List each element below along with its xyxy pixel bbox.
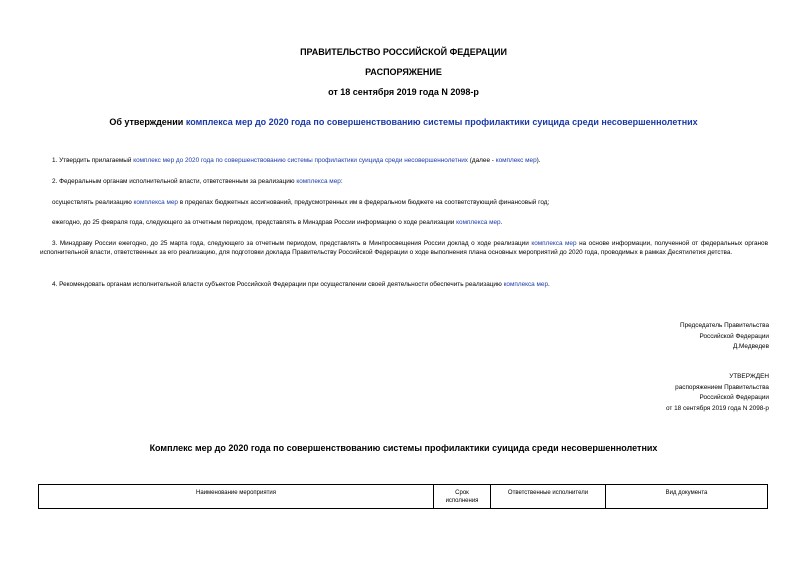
col-header-deadline-line-2: исполнения (445, 498, 479, 504)
approval-line-1: УТВЕРЖДЕН (729, 373, 769, 380)
p2a-text-a: осуществлять реализацию (52, 199, 134, 206)
table-header-row (39, 485, 768, 509)
p2a-text-b: в пределах бюджетных ассигнований, предусмотренных им в федеральном бюджете на соответствующий финансовый год; (178, 199, 550, 206)
government-heading: ПРАВИТЕЛЬСТВО РОССИЙСКОЙ ФЕДЕРАЦИИ (300, 47, 507, 57)
p3-text-b: на основе информации, полученной от федеральных органов исполнительной власти, ответственных за его реализацию, для подготовки доклада Правительству Российской Федерации о ходе выполнения плана основных мероприятий до 2020 года, проводимых в рамках Десятилетия детства. (40, 240, 768, 256)
paragraph-2a (40, 198, 768, 207)
document-title (0, 117, 807, 127)
approval-block (666, 372, 769, 414)
col-header-document-type: Вид документа (606, 485, 768, 509)
paragraph-4 (40, 280, 768, 289)
col-header-deadline (434, 485, 491, 509)
p1-text-c: ). (536, 157, 541, 164)
p2b-text-b: . (500, 219, 503, 226)
signature-name: Д.Медведев (732, 343, 769, 350)
complex-title: Комплекс мер до 2020 года по совершенствованию системы профилактики суицида среди несовершеннолетних (149, 443, 658, 453)
p4-text-a: 4. Рекомендовать органам исполнительной власти субъектов Российской Федерации при осуществлении своей деятельности обеспечить реализацию (52, 281, 504, 288)
p3-text-a: 3. Минздраву России ежегодно, до 25 марта года, следующего за отчетным периодом, представлять в Минпросвещения России доклад о ходе реализации (52, 240, 532, 247)
approval-line-2: распоряжением Правительства (675, 383, 769, 391)
measures-table (38, 484, 768, 509)
approval-line-3: Российской Федерации (699, 394, 769, 401)
title-link[interactable]: комплекса мер до 2020 года по совершенствованию системы профилактики суицида среди несовершеннолетних (185, 117, 698, 127)
approval-line-4: от 18 сентября 2019 года N 2098-р (666, 404, 769, 412)
p3-link[interactable]: комплекса мер (531, 240, 577, 247)
p1-text-b: (далее - (468, 157, 496, 164)
p1-link-short[interactable]: комплекс мер (495, 157, 537, 164)
col-header-measure: Наименование мероприятия (39, 485, 434, 509)
p1-link-complex[interactable]: комплекс мер до 2020 года по совершенствованию системы профилактики суицида среди несовершеннолетних (133, 157, 468, 164)
p2a-link[interactable]: комплекса мер (133, 199, 178, 206)
col-header-executors: Ответственные исполнители (491, 485, 606, 509)
document-type: РАСПОРЯЖЕНИЕ (365, 67, 442, 77)
p4-link[interactable]: комплекса мер (503, 281, 549, 288)
signature-country: Российской Федерации (699, 332, 769, 340)
p2b-text-a: ежегодно, до 25 февраля года, следующего за отчетным периодом, представлять в Минздрав России информацию о ходе реализации (52, 219, 457, 226)
signature-block (680, 321, 769, 353)
signature-title: Председатель Правительства (680, 322, 769, 329)
p2-link[interactable]: комплекса мер (296, 178, 341, 185)
p2b-link[interactable]: комплекса мер (456, 219, 501, 226)
paragraph-3 (40, 239, 768, 257)
paragraph-2 (40, 177, 768, 186)
document-date-number: от 18 сентября 2019 года N 2098-р (328, 87, 479, 97)
col-header-deadline-line-1: Срок (455, 490, 469, 496)
p2-text-b: : (340, 178, 343, 185)
p4-text-b: . (548, 281, 550, 288)
paragraph-2b (40, 218, 768, 227)
p2-text-a: 2. Федеральным органам исполнительной власти, ответственным за реализацию (52, 178, 297, 185)
p1-text-a: 1. Утвердить прилагаемый (52, 157, 134, 164)
title-prefix: Об утверждении (109, 117, 186, 127)
paragraph-1 (40, 156, 768, 165)
